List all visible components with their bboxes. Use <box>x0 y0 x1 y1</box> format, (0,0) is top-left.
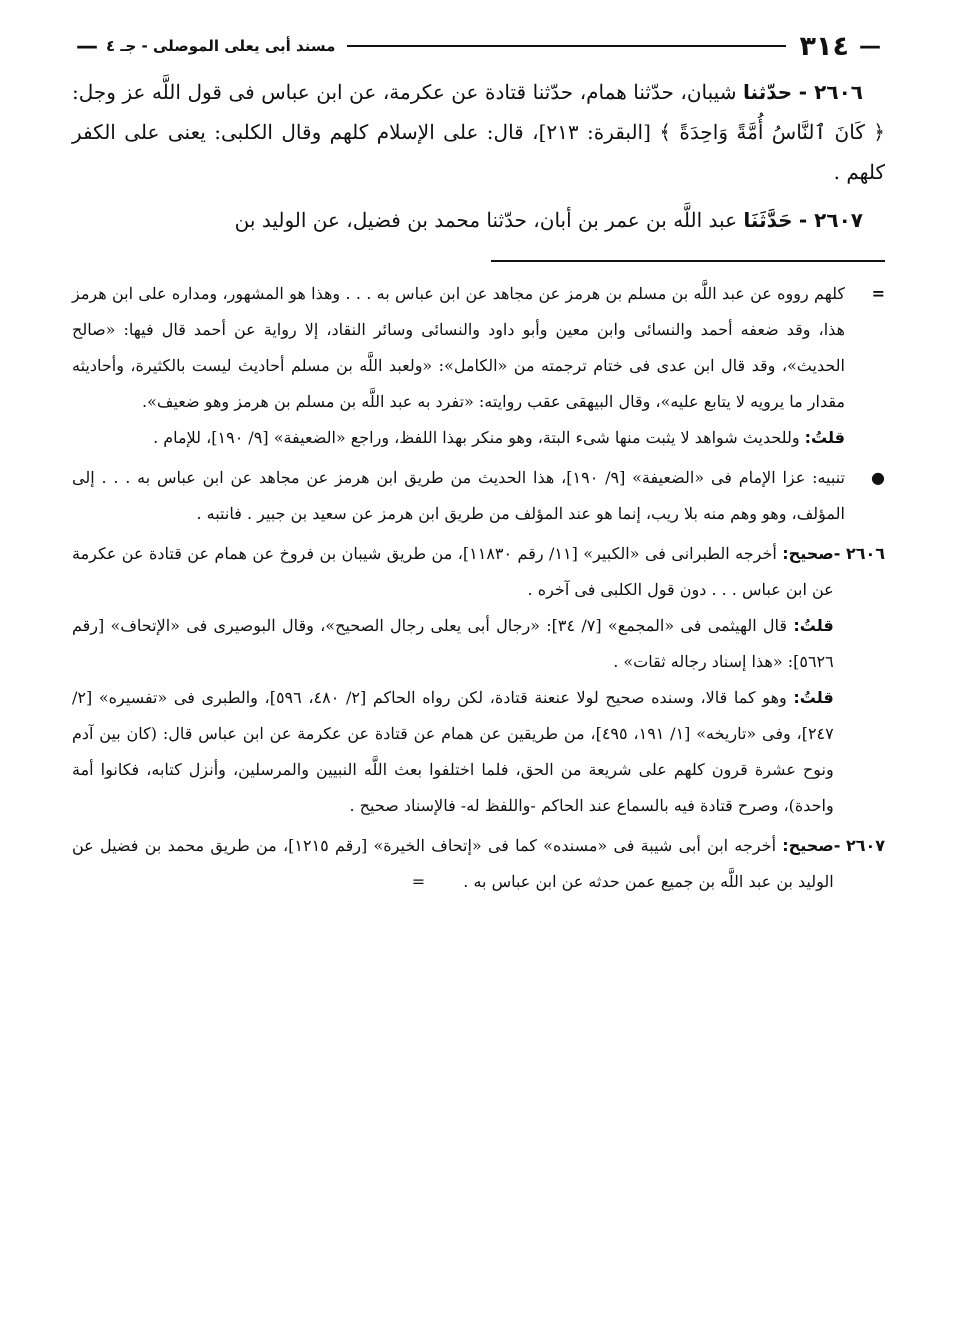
qult-paragraph <box>72 420 845 456</box>
qult-text: وهو كما قالا، وسنده صحيح لولا عنعنة قتادة، لكن رواه الحاكم [٢/ ٤٨٠، ٥٩٦]، والطبرى فى «تفسيره» [٢/ ٢٤٧]، وفى «تاريخه» [١/ ١٩١، ٤٩٥]، من طريقين عن همام عن قتادة عن عكرمة عن ابن عباس قال: (كان بين آدم ونوح عشرة قرون كلهم على شريعة من الحق، فلما اختلفوا بعث اللَّه النبيين والمرسلين، وأنزل كتابه، فكانوا أمة واحدة)، وصرح قتادة فيه بالسماع عند الحاكم -واللفظ له- فالإسناد صحيح . <box>72 688 834 815</box>
footnote-2606 <box>72 536 885 824</box>
header-dash-left: — <box>76 33 98 59</box>
qult-label: قلتُ: <box>793 688 834 707</box>
qult-paragraph <box>72 608 834 680</box>
hadith-text: عبد اللَّه بن عمر بن أبان، حدّثنا محمد بن فضيل، عن الوليد بن <box>234 208 738 232</box>
hadith-number: ٢٦٠٧ - <box>798 208 863 232</box>
hadith-2606 <box>72 72 885 192</box>
bullet-icon: ● <box>871 468 885 487</box>
footnote-paragraph <box>72 828 834 900</box>
footnote-number: ٢٦٠٧ - <box>833 836 885 855</box>
footnote-text: أخرجه ابن أبى شيبة فى «مسنده» كما فى «إتحاف الخيرة» [رقم ١٢١٥]، من طريق محمد بن فضيل عن الوليد بن عبد اللَّه بن جميع عمن حدثه عن ابن عباس به . <box>72 836 834 891</box>
continuation-marker: = <box>411 872 426 891</box>
header-rule <box>347 45 785 47</box>
book-title: مسند أبى يعلى الموصلى - جـ ٤ <box>106 37 336 55</box>
main-text <box>72 72 885 240</box>
hadith-opener: حدّثنا <box>743 80 793 104</box>
qult-paragraph <box>72 680 834 824</box>
footnotes <box>72 276 885 900</box>
tanbih-text: تنبيه: عزا الإمام فى «الضعيفة» [٩/ ١٩٠]، هذا الحديث من طريق ابن هرمز عن مجاهد عن ابن عباس به . . . إلى المؤلف، وهو وهم منه بلا ريب، إنما هو عند المؤلف من طريق ابن هرمز عن سعيد بن جبير . فانتبه . <box>72 468 845 523</box>
qult-label: قلتُ: <box>793 616 834 635</box>
grade-label: صحيح: <box>782 544 834 563</box>
footnote-separator <box>491 260 885 262</box>
grade-label: صحيح: <box>782 836 834 855</box>
footnote-tanbih <box>72 460 885 532</box>
page <box>72 20 885 1310</box>
page-number: ٣١٤ <box>799 30 849 62</box>
hadith-opener: حَدَّثَنَا <box>743 208 793 232</box>
header-dash-right: — <box>859 33 881 59</box>
qult-label: قلتُ: <box>804 428 845 447</box>
footnote-2607 <box>72 828 885 900</box>
footnote-text: كلهم رووه عن عبد اللَّه بن مسلم بن هرمز عن مجاهد عن ابن عباس به . . . وهذا هو المشهور، ومداره على ابن هرمز هذا، وقد ضعفه أحمد والنسائى وابن معين وأبو داود والنسائى وسائر النقاد، إلا رواية عن أحمد قال فيها: «صالح الحديث»، وقد قال ابن عدى فى ختام ترجمته من «الكامل»: «ولعبد اللَّه بن مسلم أحاديث ليست بالكثيرة، وأحاديثه مقدار ما يرويه لا يتابع عليه»، وقال البيهقى عقب روايته: «تفرد به عبد اللَّه بن مسلم بن هرمز وهو ضعيف». <box>72 284 845 411</box>
qult-text: قال الهيثمى فى «المجمع» [٧/ ٣٤]: «رجال أبى يعلى رجال الصحيح»، وقال البوصيرى فى «الإتحاف» [رقم ٥٦٢٦]: «هذا إسناد رجاله ثقات» . <box>72 616 834 671</box>
hadith-text: شيبان، حدّثنا همام، حدّثنا قتادة عن عكرمة، عن ابن عباس فى قول اللَّه عز وجل: ﴿ كَانَ ٱلنَّاسُ أُمَّةً وَاحِدَةً ﴾ [البقرة: ٢١٣]، قال: على الإسلام كلهم وقال الكلبى: يعنى على الكفر كلهم . <box>72 80 885 184</box>
running-head <box>72 20 885 72</box>
footnote-continuation <box>72 276 885 456</box>
hadith-2607 <box>72 200 885 240</box>
qult-text: وللحديث شواهد لا يثبت منها شىء البتة، وهو منكر بهذا اللفظ، وراجع «الضعيفة» [٩/ ١٩٠]، للإمام . <box>153 428 800 447</box>
hadith-number: ٢٦٠٦ - <box>798 80 863 104</box>
footnote-text: أخرجه الطبرانى فى «الكبير» [١١/ رقم ١١٨٣٠]، من طريق شيبان بن فروخ عن همام عن قتادة عن عكرمة عن ابن عباس . . . دون قول الكلبى فى آخره . <box>72 544 834 599</box>
footnote-paragraph <box>72 536 834 608</box>
continuation-marker: = <box>871 284 885 303</box>
footnote-number: ٢٦٠٦ - <box>833 544 885 563</box>
